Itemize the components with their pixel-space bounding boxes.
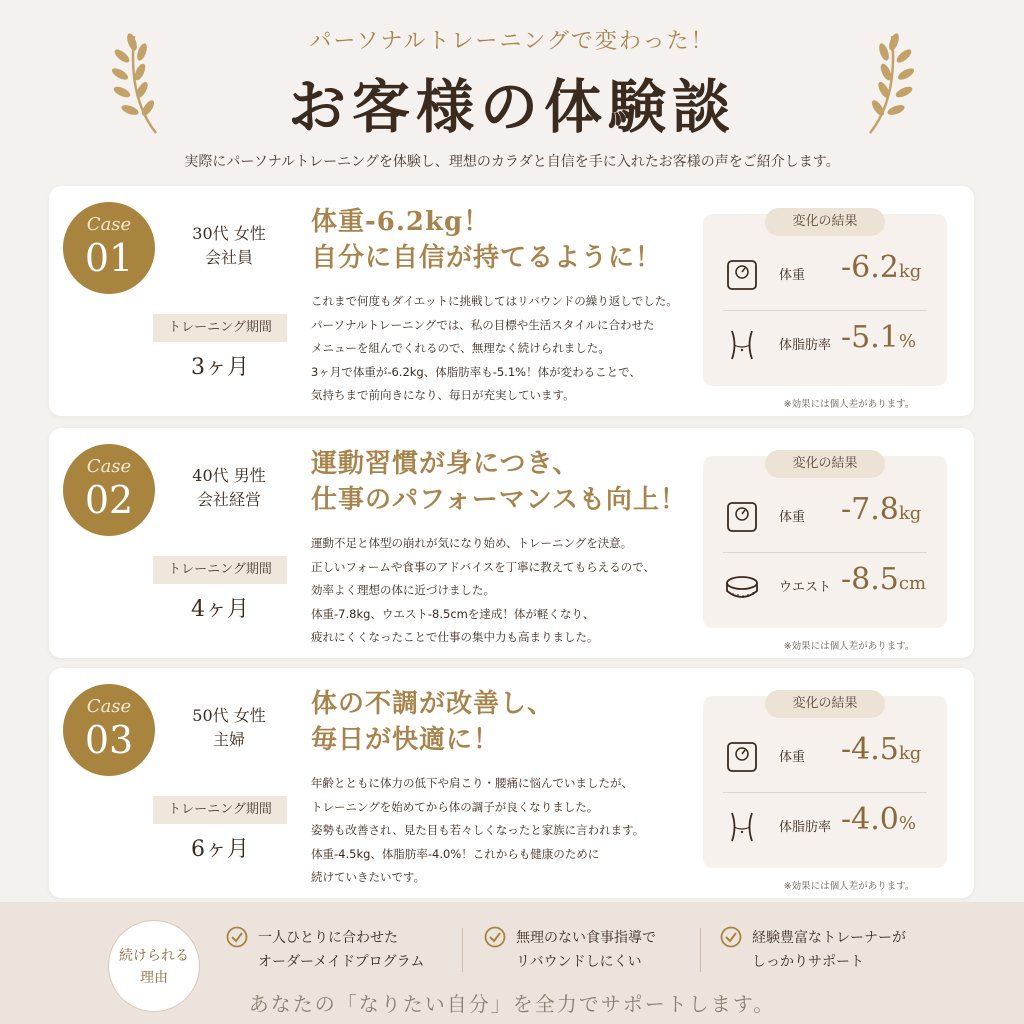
case-number: 03 xyxy=(84,718,134,762)
body-line: これまで何度もダイエットに挑戦してはリバウンドの繰り返しでした。 xyxy=(311,294,678,308)
check-circle-icon xyxy=(484,926,506,948)
period-label: トレーニング期間 xyxy=(153,314,287,342)
waist-icon xyxy=(725,328,759,362)
reason-text xyxy=(516,926,716,974)
period-label: トレーニング期間 xyxy=(153,796,287,824)
metric-label: 体脂肪率 xyxy=(779,820,832,835)
body-line: 3ヶ月で体重が-6.2kg、体脂肪率も-5.1%！体が変わることで、 xyxy=(311,364,641,379)
reason-line: しっかりサポート xyxy=(752,954,864,970)
page-title: お客様の体験談 xyxy=(287,73,736,141)
case-body xyxy=(311,532,731,650)
metric-label: ウエスト xyxy=(779,580,832,595)
header-kicker: パーソナルトレーニングで変わった！ xyxy=(309,29,715,54)
body-line: パーソナルトレーニングでは、私の目標や生活スタイルに合わせた xyxy=(311,317,655,332)
body-line: トレーニングを始めてから体の調子が良くなりました。 xyxy=(311,799,599,814)
period-value: 6ヶ月 xyxy=(191,837,249,862)
divider xyxy=(723,792,927,793)
metric-label: 体脂肪率 xyxy=(779,338,832,353)
body-line: 気持ちまで前向きになり、毎日が充実しています。 xyxy=(311,388,575,402)
headline-line: 仕事のパフォーマンスも向上！ xyxy=(311,485,687,515)
result-panel xyxy=(703,456,947,628)
period-value: 3ヶ月 xyxy=(191,355,249,380)
period-label: トレーニング期間 xyxy=(153,556,287,584)
profile-job: 主婦 xyxy=(212,730,245,749)
scale-icon xyxy=(725,740,759,774)
disclaimer-note: ※効果には個人差があります。 xyxy=(783,399,915,410)
result-title: 変化の結果 xyxy=(765,690,885,718)
metric-value xyxy=(841,492,945,527)
result-title: 変化の結果 xyxy=(765,208,885,236)
metric-body-fat xyxy=(703,314,947,378)
header-lead: 実際にパーソナルトレーニングを体験し、理想のカラダと自信を手に入れたお客様の声をご紹介します。 xyxy=(184,154,840,170)
divider xyxy=(723,552,927,553)
metric-weight xyxy=(703,726,947,790)
metric-label: 体重 xyxy=(779,510,806,525)
profile-age: 30代 女性 xyxy=(192,224,266,243)
reason-item xyxy=(226,926,456,986)
metric-value xyxy=(841,250,945,285)
profile-job: 会社員 xyxy=(204,248,253,267)
headline-line: 体重-6.2kg！ xyxy=(311,207,491,237)
body-line: 年齢とともに体力の低下や肩こり・腰痛に悩んでいましたが、 xyxy=(311,776,633,790)
customer-profile xyxy=(169,464,289,512)
body-line: 正しいフォームや食事のアドバイスを丁寧に教えてもらえるので、 xyxy=(311,559,655,574)
case-headline xyxy=(311,446,731,518)
case-body xyxy=(311,772,731,890)
divider xyxy=(462,928,463,972)
header xyxy=(0,0,1024,185)
body-line: 姿勢も改善され、見た目も若々しくなったと家族に言われます。 xyxy=(311,823,645,837)
headline-line: 運動習慣が身につき、 xyxy=(311,449,580,479)
divider xyxy=(723,310,927,311)
check-circle-icon xyxy=(720,926,742,948)
reason-item xyxy=(720,926,950,986)
metric-unit: kg xyxy=(898,261,922,282)
result-panel xyxy=(703,214,947,386)
metric-unit: kg xyxy=(898,743,922,764)
case-number: 01 xyxy=(84,236,134,280)
check-circle-icon xyxy=(226,926,248,948)
body-line: メニューを組んでくれるので、無理なく続けられました。 xyxy=(311,341,610,355)
metric-body-fat xyxy=(703,796,947,860)
tape-measure-icon xyxy=(725,570,759,604)
metric-weight xyxy=(703,486,947,550)
customer-profile xyxy=(169,704,289,752)
body-line: 体重-4.5kg、体脂肪率-4.0%！これからも健康のために xyxy=(311,846,600,861)
body-line: 疲れにくくなったことで仕事の集中力も高まりました。 xyxy=(311,630,599,644)
metric-number: -5.1 xyxy=(841,320,899,355)
case-word: Case xyxy=(86,214,132,235)
metric-label: 体重 xyxy=(779,750,806,765)
disclaimer-note: ※効果には個人差があります。 xyxy=(783,881,915,892)
result-title: 変化の結果 xyxy=(765,450,885,478)
case-number: 02 xyxy=(84,478,134,522)
period-value: 4ヶ月 xyxy=(191,597,249,622)
scale-icon xyxy=(725,258,759,292)
reason-line: 経験豊富なトレーナーが xyxy=(752,930,906,946)
reason-text xyxy=(752,926,952,974)
profile-age: 40代 男性 xyxy=(192,466,266,485)
metric-value xyxy=(841,802,945,837)
metric-unit: kg xyxy=(898,503,922,524)
metric-value xyxy=(841,562,945,597)
case-card-01 xyxy=(49,186,974,416)
profile-age: 50代 女性 xyxy=(192,706,266,725)
customer-profile xyxy=(169,222,289,270)
result-panel xyxy=(703,696,947,868)
headline-line: 自分に自信が持てるように！ xyxy=(311,243,663,273)
case-card-02 xyxy=(49,428,974,658)
metric-number: -6.2 xyxy=(841,250,899,285)
metric-waist xyxy=(703,556,947,620)
metric-unit: % xyxy=(898,331,916,352)
case-word: Case xyxy=(86,696,132,717)
metric-number: -4.0 xyxy=(841,802,899,837)
metric-number: -4.5 xyxy=(841,732,899,767)
headline-line: 毎日が快適に！ xyxy=(311,725,501,755)
reasons-badge-line: 理由 xyxy=(140,970,168,986)
case-badge xyxy=(63,202,155,294)
case-word: Case xyxy=(86,456,132,477)
case-body xyxy=(311,290,731,408)
metric-weight xyxy=(703,244,947,308)
reason-item xyxy=(484,926,714,986)
metric-value xyxy=(841,320,945,355)
disclaimer-note: ※効果には個人差があります。 xyxy=(783,641,915,652)
reason-line: リバウンドしにくい xyxy=(516,954,642,970)
scale-icon xyxy=(725,500,759,534)
metric-label: 体重 xyxy=(779,268,806,283)
case-badge xyxy=(63,444,155,536)
metric-number: -7.8 xyxy=(841,492,899,527)
body-line: 体重-7.8kg、ウエスト-8.5cmを達成！体が軽くなり、 xyxy=(311,606,595,621)
case-headline xyxy=(311,686,731,758)
headline-line: 体の不調が改善し、 xyxy=(311,689,555,719)
reason-line: オーダーメイドプログラム xyxy=(258,954,425,970)
reason-line: 一人ひとりに合わせた xyxy=(258,930,398,946)
metric-unit: cm xyxy=(898,573,927,594)
footer-tagline: あなたの「なりたい自分」を全力でサポートします。 xyxy=(248,992,776,1016)
metric-value xyxy=(841,732,945,767)
case-card-03 xyxy=(49,668,974,898)
body-line: 運動不足と体型の崩れが気になり始め、トレーニングを決意。 xyxy=(311,536,633,550)
reason-line: 無理のない食事指導で xyxy=(516,930,656,946)
waist-icon xyxy=(725,810,759,844)
footer xyxy=(0,902,1024,1024)
case-headline xyxy=(311,204,731,276)
metric-unit: % xyxy=(898,813,916,834)
case-badge xyxy=(63,684,155,776)
divider xyxy=(700,928,701,972)
metric-number: -8.5 xyxy=(841,562,899,597)
body-line: 続けていきたいです。 xyxy=(311,870,426,884)
body-line: 効率よく理想の体に近づけました。 xyxy=(311,583,495,597)
reason-text xyxy=(258,926,458,974)
reasons-badge-line: 続けられる xyxy=(119,948,189,964)
profile-job: 会社経営 xyxy=(196,490,261,509)
